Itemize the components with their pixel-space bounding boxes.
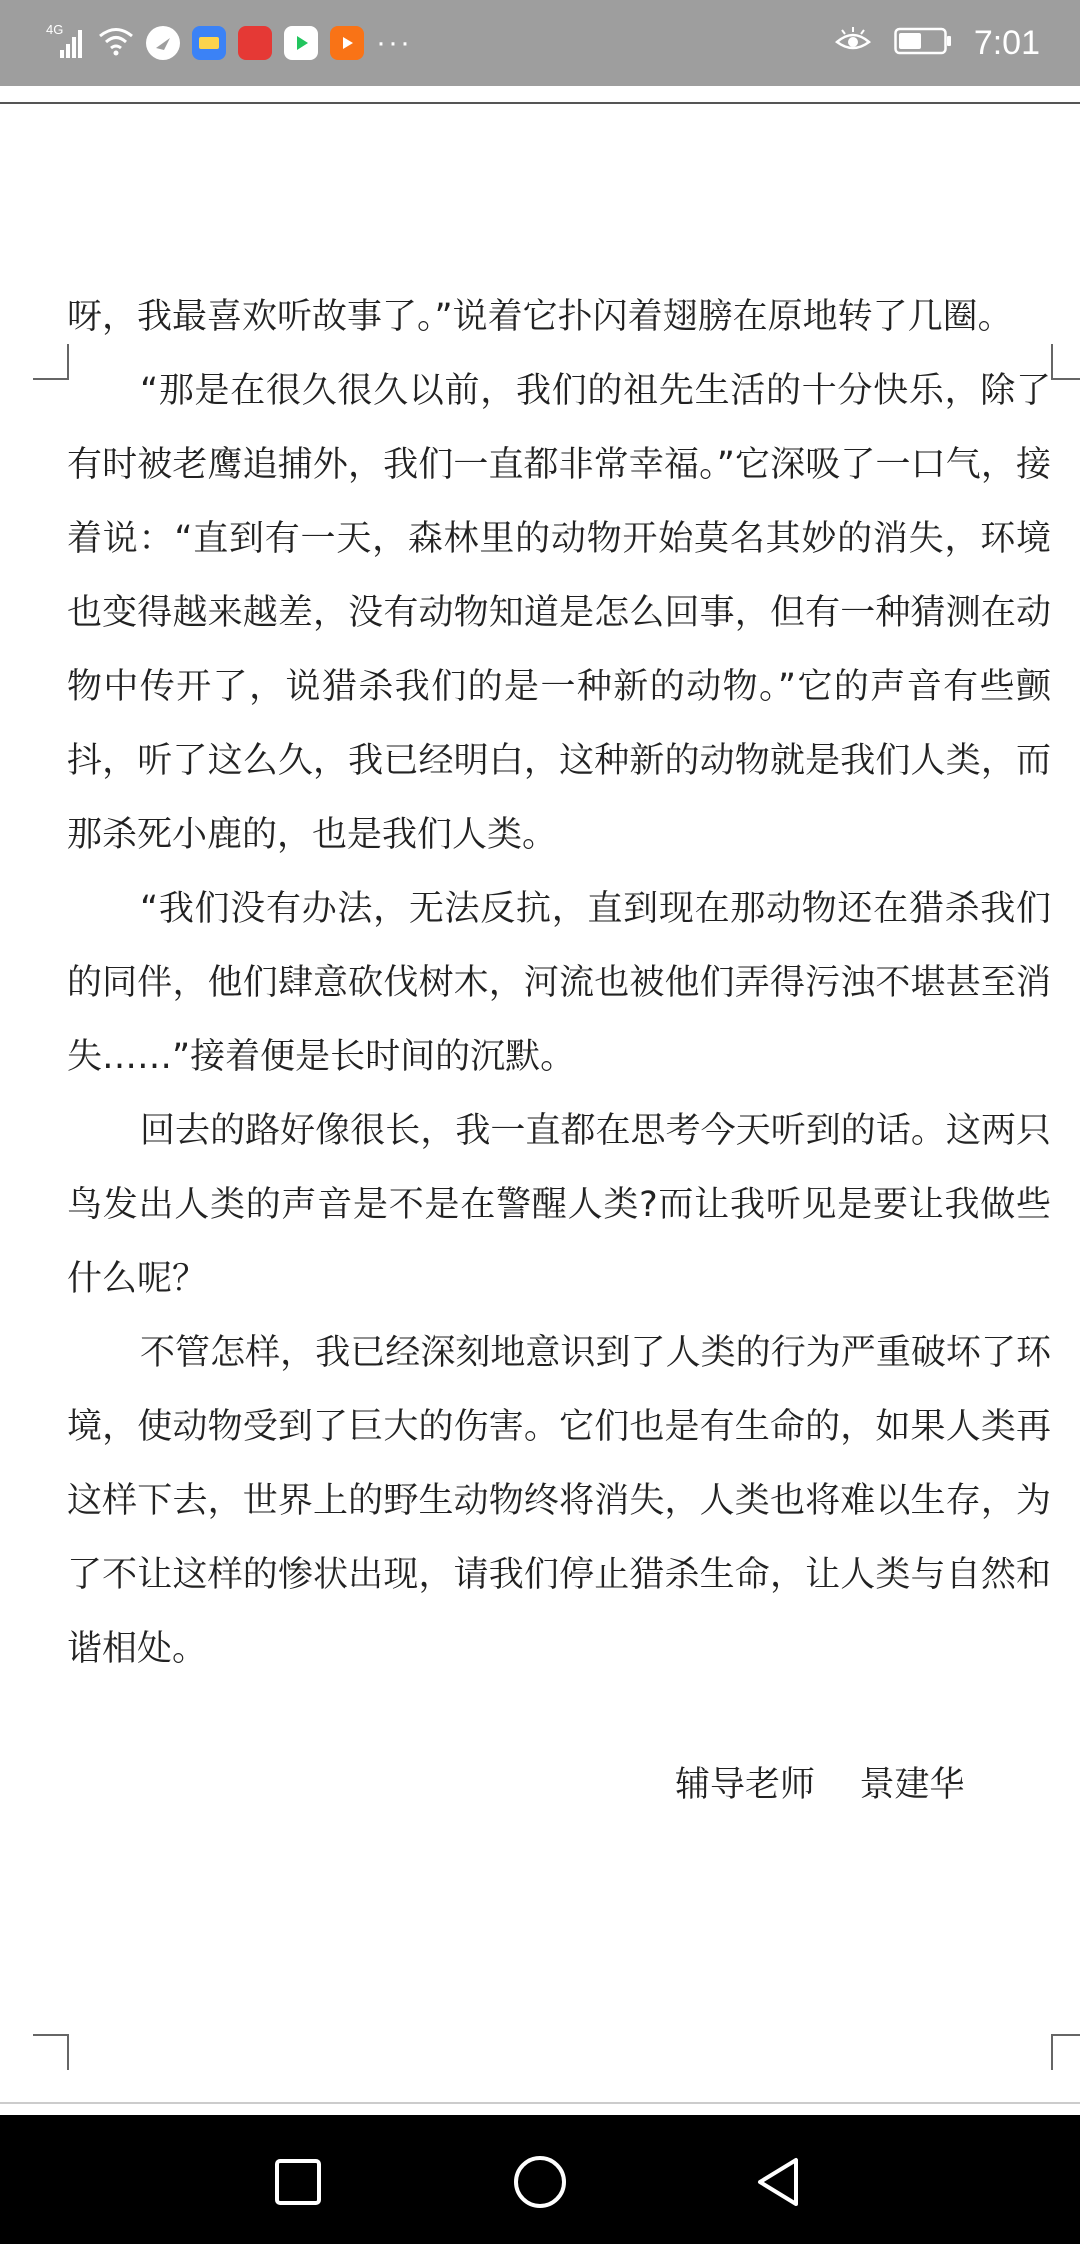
crop-mark-top-left xyxy=(33,344,69,380)
crop-mark-bottom-left xyxy=(33,2034,69,2070)
clock: 7:01 xyxy=(973,23,1040,62)
page-bottom-divider xyxy=(0,2102,1080,2104)
app-icon-1 xyxy=(146,26,180,60)
paragraph: “那是在很久很久以前，我们的祖先生活的十分快乐，除了有时被老鹰追捕外，我们一直都非常幸福。”它深吸了一口气，接着说：“直到有一天，森林里的动物开始莫名其妙的消失，环境也变得越来越差，没有动物知道是怎么回事，但有一种猜测在动物中传开了，说猎杀我们的是一种新的动物。”它的声音有些颤抖，听了这么久，我已经明白，这种新的动物就是我们人类，而那杀死小鹿的，也是我们人类。 xyxy=(67,371,1051,855)
navigation-bar xyxy=(0,2115,1080,2244)
video-app-icon xyxy=(284,26,318,60)
status-left-cluster xyxy=(46,18,412,68)
recents-square-icon[interactable] xyxy=(253,2137,343,2227)
paragraph: 不管怎样，我已经深刻地意识到了人类的行为严重破坏了环境，使动物受到了巨大的伤害。它们也是有生命的，如果人类再这样下去，世界上的野生动物终将消失，人类也将难以生存，为了不让这样的惨状出现，请我们停止猎杀生命，让人类与自然和谐相处。 xyxy=(67,1333,1051,1669)
paragraph: “我们没有办法，无法反抗，直到现在那动物还在猎杀我们的同伴，他们肆意砍伐树木，河流也被他们弄得污浊不堪甚至消失……”接着便是长时间的沉默。 xyxy=(67,889,1051,1077)
app-icon-2 xyxy=(192,26,226,60)
eye-comfort-icon xyxy=(834,26,872,60)
paragraph: 呀，我最喜欢听故事了。”说着它扑闪着翅膀在原地转了几圈。 xyxy=(67,297,1013,337)
wifi-icon xyxy=(98,26,134,60)
signal-icon xyxy=(46,22,86,60)
signature-line: 辅导老师 景建华 xyxy=(675,1765,965,1805)
document-body xyxy=(67,280,1051,1686)
back-triangle-icon[interactable] xyxy=(735,2137,825,2227)
toutiao-icon xyxy=(238,26,272,60)
crop-mark-bottom-right xyxy=(1051,2034,1080,2070)
network-type-label: 4G xyxy=(46,22,64,37)
status-right-cluster xyxy=(834,18,1040,68)
overflow-notifications: ··· xyxy=(376,26,412,59)
crop-mark-top-right xyxy=(1051,344,1080,380)
status-bar xyxy=(0,0,1080,86)
paragraph: 回去的路好像很长，我一直都在思考今天听到的话。这两只鸟发出人类的声音是不是在警醒人类?而让我听见是要让我做些什么呢？ xyxy=(67,1111,1051,1299)
battery-icon xyxy=(894,27,952,59)
home-circle-icon[interactable] xyxy=(495,2137,585,2227)
play-app-icon xyxy=(330,26,364,60)
